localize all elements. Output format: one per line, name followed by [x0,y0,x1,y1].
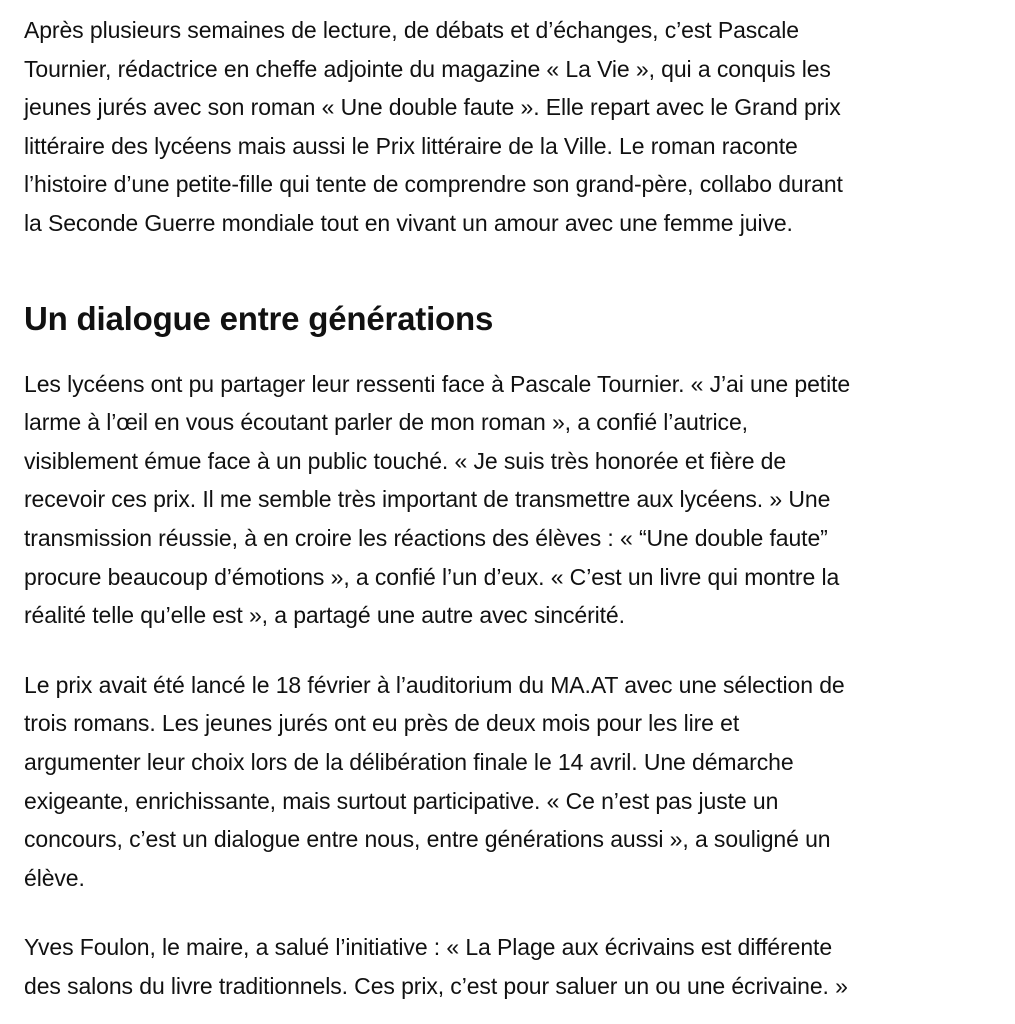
section-heading: Un dialogue entre générations [24,299,494,337]
article-body [24,11,999,1005]
article-paragraph-mayor: Yves Foulon, le maire, a salué l’initiative : « La Plage aux écrivains est différente des salons du livre traditionnels. Ces prix, c’est pour saluer un ou une écrivaine. » [24,934,848,999]
article-paragraph-prize-history: Le prix avait été lancé le 18 février à l’auditorium du MA.AT avec une sélection de trois romans. Les jeunes jurés ont eu près de deux mois pour les lire et argumenter leur choix lors de la délibération finale le 14 avril. Une démarche exigeante, enrichissante, mais surtout participative. « Ce n’est pas juste un concours, c’est un dialogue entre nous, entre générations aussi », a souligné un élève. [24,671,845,891]
article-paragraph-reactions: Les lycéens ont pu partager leur ressenti face à Pascale Tournier. « J’ai une petite larme à l’œil en vous écoutant parler de mon roman », a confié l’autrice, visiblement émue face à un public touché. « Je suis très honorée et fière de recevoir ces prix. Il me semble très important de transmettre aux lycéens. » Une transmission réussie, à en croire les réactions des élèves : « “Une double faute” procure beaucoup d’émotions », a confié l’un d’eux. « C’est un livre qui montre la réalité telle qu’elle est », a partagé une autre avec sincérité. [24,370,851,629]
article-paragraph-intro: Après plusieurs semaines de lecture, de débats et d’échanges, c’est Pascale Tournier, rédactrice en cheffe adjointe du magazine « La Vie », qui a conquis les jeunes jurés avec son roman « Une double faute ». Elle repart avec le Grand prix littéraire des lycéens mais aussi le Prix littéraire de la Ville. Le roman raconte l’histoire d’une petite-fille qui tente de comprendre son grand-père, collabo durant la Seconde Guerre mondiale tout en vivant un amour avec une femme juive. [24,17,843,236]
